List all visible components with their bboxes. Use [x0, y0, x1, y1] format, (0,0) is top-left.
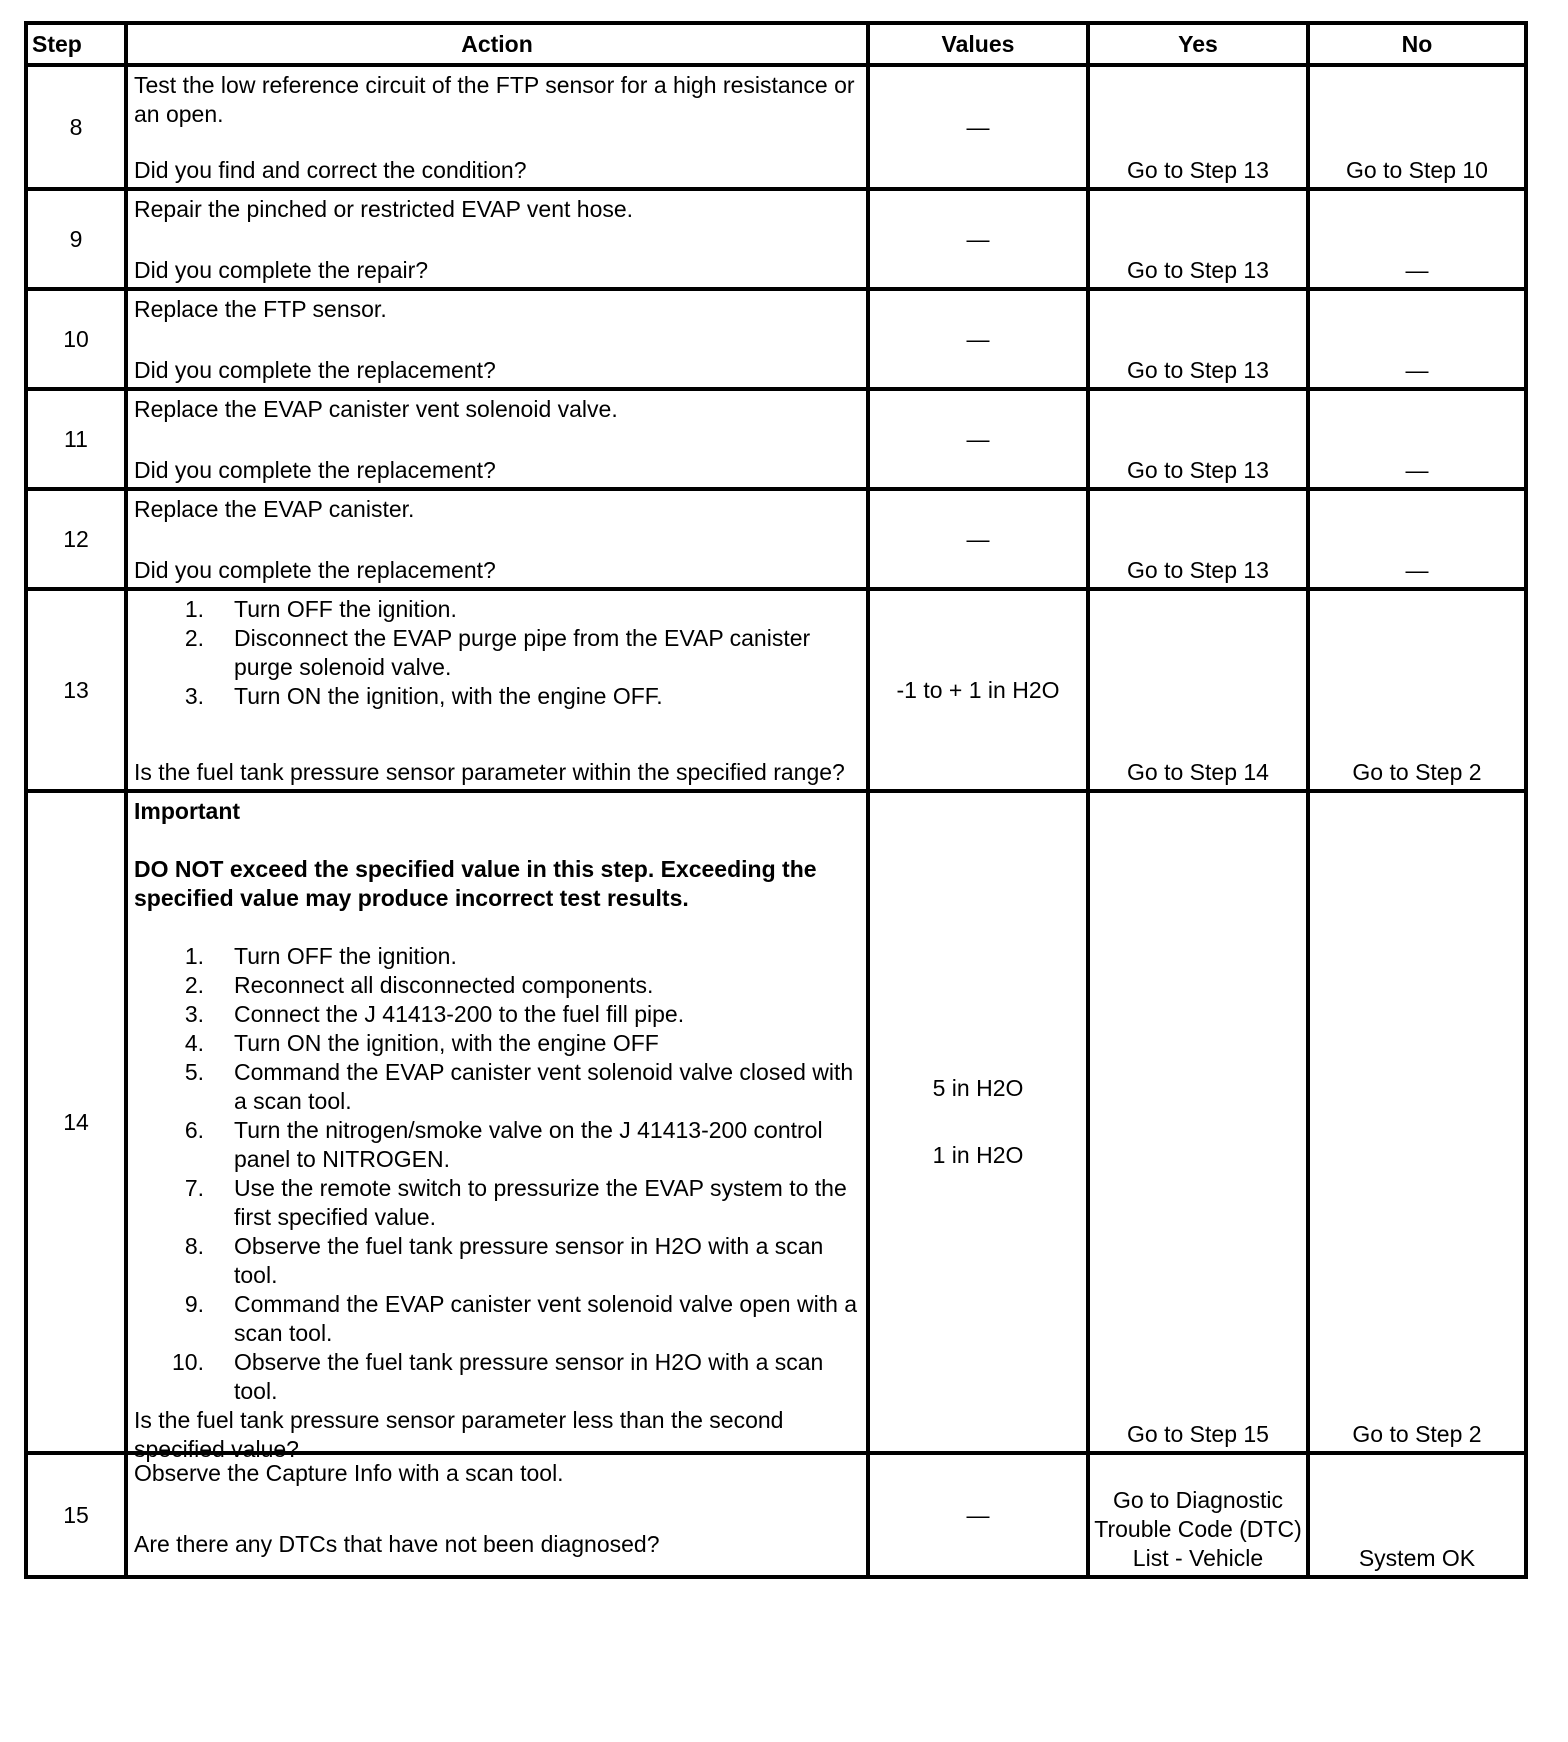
item-text: Connect the J 41413-200 to the fuel fill pipe.: [234, 1001, 685, 1027]
item-text: Use the remote switch to pressurize the EVAP system to the first specified value.: [234, 1175, 847, 1230]
list-item: [134, 1000, 862, 1029]
item-text: Observe the fuel tank pressure sensor in H2O with a scan tool.: [234, 1349, 824, 1404]
item-text: Reconnect all disconnected components.: [234, 972, 654, 998]
item-number: 2.: [184, 625, 204, 651]
action-text: Replace the EVAP canister vent solenoid valve.: [134, 396, 618, 422]
action-cell: [126, 189, 868, 289]
no-cell: Go to Step 10: [1308, 65, 1526, 189]
item-text: Disconnect the EVAP purge pipe from the EVAP canister purge solenoid valve.: [234, 625, 811, 680]
no-cell: System OK: [1308, 1453, 1526, 1577]
list-item: [134, 595, 862, 624]
table-row: [26, 589, 1526, 791]
item-number: 9.: [184, 1291, 204, 1317]
yes-cell: Go to Step 14: [1088, 589, 1308, 791]
item-text: Turn ON the ignition, with the engine OFF: [234, 1030, 659, 1056]
table-row: [26, 489, 1526, 589]
action-cell: [126, 589, 868, 791]
values-cell: —: [868, 1453, 1088, 1577]
step-number: 12: [26, 489, 126, 589]
question-text: Did you complete the repair?: [134, 257, 429, 283]
header-no: No: [1308, 23, 1526, 65]
no-cell: —: [1308, 489, 1526, 589]
yes-cell: Go to Diagnostic Trouble Code (DTC) List - Vehicle: [1088, 1453, 1308, 1577]
list-item: [134, 971, 862, 1000]
item-number: 3.: [184, 683, 204, 709]
instruction-list: [134, 942, 862, 1406]
question-text: Did you complete the replacement?: [134, 557, 496, 583]
action-text: Replace the EVAP canister.: [134, 496, 415, 522]
action-cell: [126, 289, 868, 389]
header-yes: Yes: [1088, 23, 1308, 65]
list-item: [134, 624, 862, 682]
list-item: [134, 1029, 862, 1058]
no-cell: —: [1308, 289, 1526, 389]
item-text: Turn OFF the ignition.: [234, 943, 457, 969]
question-text: Is the fuel tank pressure sensor parameter within the specified range?: [134, 759, 845, 785]
header-values: Values: [868, 23, 1088, 65]
diagnostic-table: [24, 21, 1528, 1579]
item-text: Observe the fuel tank pressure sensor in H2O with a scan tool.: [234, 1233, 824, 1288]
list-item: [134, 1348, 862, 1406]
header-action: Action: [126, 23, 868, 65]
step-number: 10: [26, 289, 126, 389]
action-text: Test the low reference circuit of the FTP sensor for a high resistance or an open.: [134, 72, 855, 127]
yes-cell: Go to Step 13: [1088, 389, 1308, 489]
item-text: Turn ON the ignition, with the engine OFF.: [234, 683, 663, 709]
value-second: 1 in H2O: [932, 1142, 1024, 1168]
warning-text: DO NOT exceed the specified value in this step. Exceeding the specified value may produce incorrect test results.: [134, 856, 817, 911]
no-cell: —: [1308, 189, 1526, 289]
step-number: 15: [26, 1453, 126, 1577]
item-text: Turn the nitrogen/smoke valve on the J 41413-200 control panel to NITROGEN.: [234, 1117, 823, 1172]
action-text: Replace the FTP sensor.: [134, 296, 387, 322]
item-number: 7.: [184, 1175, 204, 1201]
header-step: Step: [26, 23, 126, 65]
item-text: Turn OFF the ignition.: [234, 596, 457, 622]
question-text: Did you complete the replacement?: [134, 457, 496, 483]
values-cell: —: [868, 289, 1088, 389]
yes-cell: Go to Step 15: [1088, 791, 1308, 1453]
table-row: [26, 389, 1526, 489]
values-cell: [868, 791, 1088, 1453]
item-number: 4.: [184, 1030, 204, 1056]
no-cell: —: [1308, 389, 1526, 489]
question-text: Did you complete the replacement?: [134, 357, 496, 383]
item-number: 5.: [184, 1059, 204, 1085]
table-row: [26, 289, 1526, 389]
step-number: 14: [26, 791, 126, 1453]
list-item: [134, 1058, 862, 1116]
values-cell: —: [868, 389, 1088, 489]
list-item: [134, 1174, 862, 1232]
action-text: Observe the Capture Info with a scan tool.: [134, 1460, 564, 1486]
action-text: Repair the pinched or restricted EVAP vent hose.: [134, 196, 634, 222]
item-number: 2.: [184, 972, 204, 998]
action-cell: [126, 65, 868, 189]
action-cell: [126, 389, 868, 489]
action-cell: [126, 1453, 868, 1577]
item-number: 10.: [172, 1349, 204, 1375]
item-number: 6.: [184, 1117, 204, 1143]
item-number: 1.: [184, 596, 204, 622]
action-cell: [126, 489, 868, 589]
table-row: [26, 1453, 1526, 1577]
no-cell: Go to Step 2: [1308, 791, 1526, 1453]
values-cell: —: [868, 65, 1088, 189]
header-row: [26, 23, 1526, 65]
value-first: 5 in H2O: [932, 1075, 1024, 1101]
instruction-list: [134, 595, 862, 711]
step-number: 11: [26, 389, 126, 489]
yes-cell: Go to Step 13: [1088, 65, 1308, 189]
question-text: Did you find and correct the condition?: [134, 157, 527, 183]
item-number: 3.: [184, 1001, 204, 1027]
important-label: Important: [134, 798, 241, 824]
question-text: Is the fuel tank pressure sensor parameter less than the second specified value?: [134, 1407, 784, 1462]
list-item: [134, 682, 862, 711]
values-cell: —: [868, 189, 1088, 289]
item-text: Command the EVAP canister vent solenoid valve closed with a scan tool.: [234, 1059, 854, 1114]
step-number: 8: [26, 65, 126, 189]
item-text: Command the EVAP canister vent solenoid valve open with a scan tool.: [234, 1291, 858, 1346]
list-item: [134, 1232, 862, 1290]
values-cell: -1 to + 1 in H2O: [868, 589, 1088, 791]
item-number: 1.: [184, 943, 204, 969]
yes-cell: Go to Step 13: [1088, 189, 1308, 289]
list-item: [134, 1116, 862, 1174]
list-item: [134, 1290, 862, 1348]
yes-cell: Go to Step 13: [1088, 289, 1308, 389]
yes-cell: Go to Step 13: [1088, 489, 1308, 589]
table-row: [26, 791, 1526, 1453]
action-cell: [126, 791, 868, 1462]
question-text: Are there any DTCs that have not been diagnosed?: [134, 1531, 660, 1557]
table-row: [26, 65, 1526, 189]
step-number: 9: [26, 189, 126, 289]
table-row: [26, 189, 1526, 289]
list-item: [134, 942, 862, 971]
values-cell: —: [868, 489, 1088, 589]
step-number: 13: [26, 589, 126, 791]
item-number: 8.: [184, 1233, 204, 1259]
no-cell: Go to Step 2: [1308, 589, 1526, 791]
